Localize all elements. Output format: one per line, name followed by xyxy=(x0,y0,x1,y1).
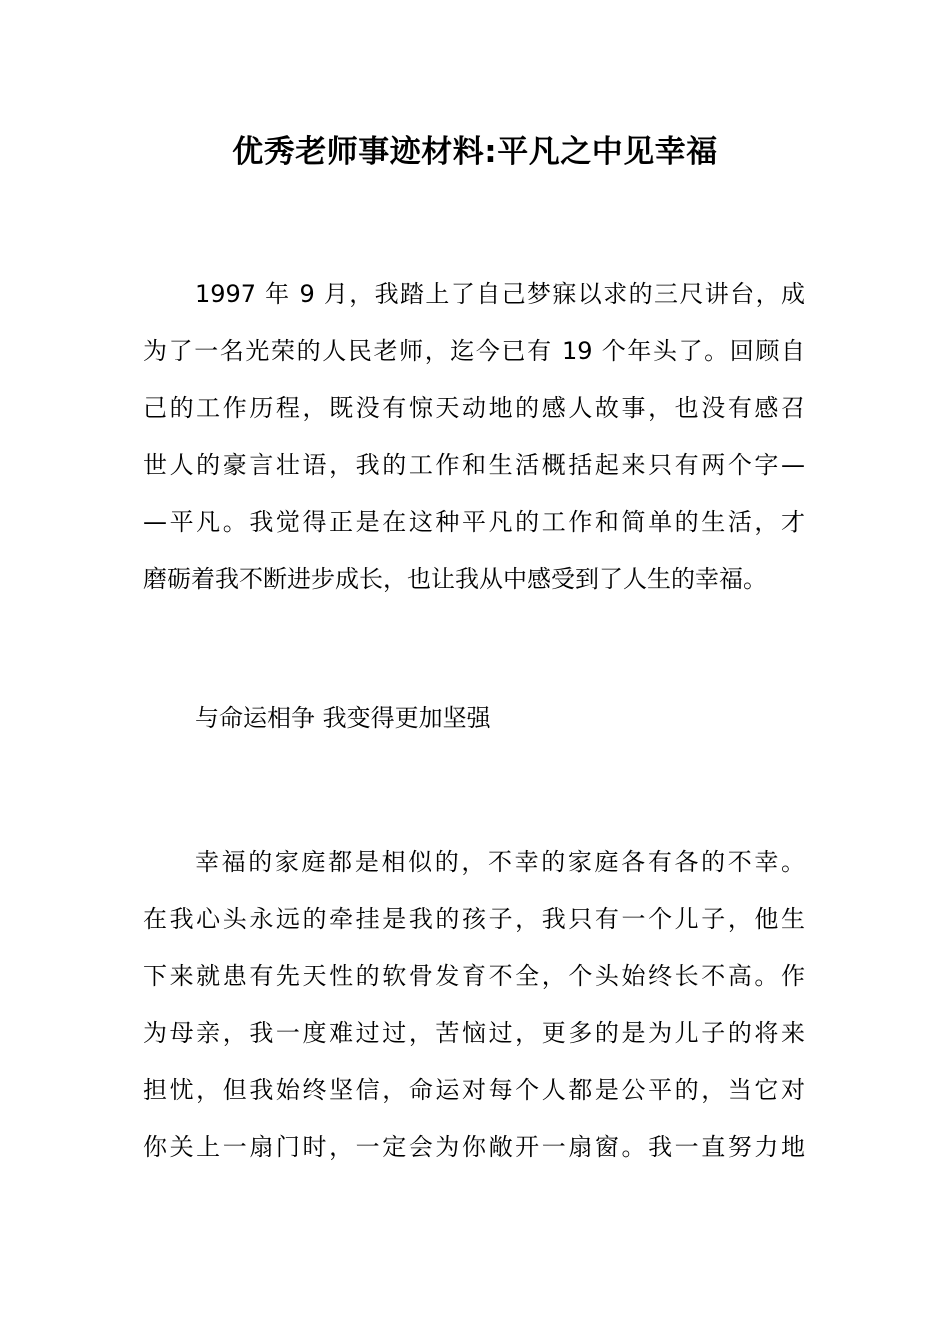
paragraph-intro xyxy=(143,266,805,608)
section-heading: 与命运相争 我变得更加坚强 xyxy=(195,704,491,732)
paragraph-family xyxy=(143,834,805,1176)
paragraph-line: 为了一名光荣的人民老师，迄今已有 19 个年头了。回顾自 xyxy=(143,337,805,365)
paragraph-line: —平凡。我觉得正是在这种平凡的工作和简单的生活，才 xyxy=(143,508,805,536)
paragraph-line: 在我心头永远的牵挂是我的孩子，我只有一个儿子，他生 xyxy=(143,905,805,933)
paragraph-line: 1997 年 9 月，我踏上了自己梦寐以求的三尺讲台，成 xyxy=(195,280,805,308)
paragraph-line: 磨砺着我不断进步成长，也让我从中感受到了人生的幸福。 xyxy=(143,565,767,593)
paragraph-line: 担忧，但我始终坚信，命运对每个人都是公平的，当它对 xyxy=(143,1076,805,1104)
paragraph-line: 为母亲，我一度难过过，苦恼过，更多的是为儿子的将来 xyxy=(143,1019,805,1047)
paragraph-line: 你关上一扇门时，一定会为你敞开一扇窗。我一直努力地 xyxy=(143,1133,805,1161)
document-title: 优秀老师事迹材料:平凡之中见幸福 xyxy=(232,134,718,170)
paragraph-line: 幸福的家庭都是相似的，不幸的家庭各有各的不幸。 xyxy=(195,848,805,876)
paragraph-line: 世人的豪言壮语，我的工作和生活概括起来只有两个字— xyxy=(143,451,805,479)
paragraph-line: 下来就患有先天性的软骨发育不全，个头始终长不高。作 xyxy=(143,962,805,990)
paragraph-line: 己的工作历程，既没有惊天动地的感人故事，也没有感召 xyxy=(143,394,805,422)
